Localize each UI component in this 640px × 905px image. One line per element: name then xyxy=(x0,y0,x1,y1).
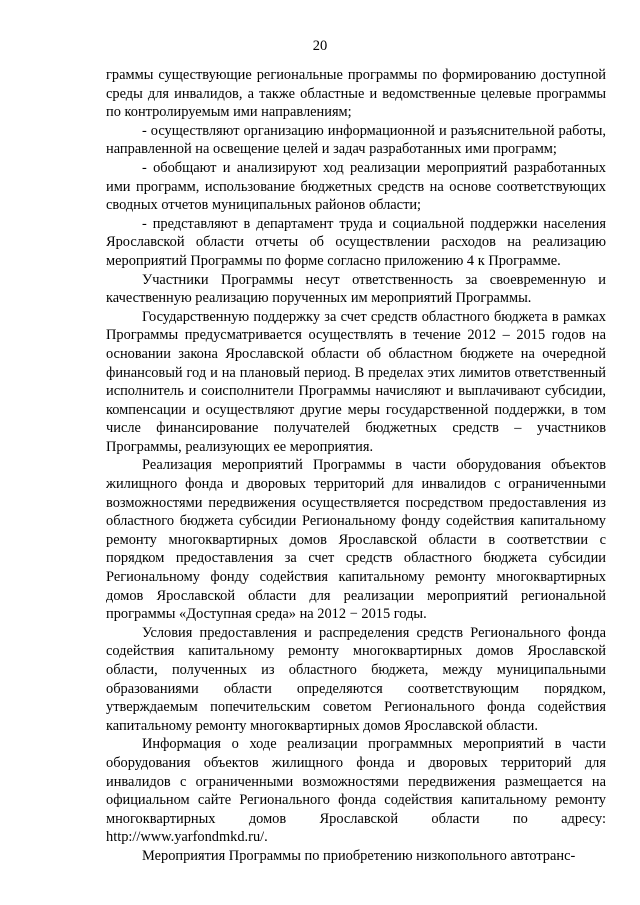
paragraph: Реализация мероприятий Программы в части оборудования объектов жилищного фонда и дворовых территорий для инвалидов с ограниченными возможностями передвижения осуществляется посредством предоставления из областного бюджета субсидии Региональному фонду содействия капитальному ремонту многоквартирных домов Ярославской области в соответствии с порядком предоставления за счет средств областного бюджета субсидии Региональному фонду содействия капитальному ремонту многоквартирных домов Ярославской области для реализации мероприятий региональной программы «Доступная среда» на 2012 − 2015 годы. xyxy=(106,457,606,623)
paragraph: Условия предоставления и распределения средств Регионального фонда содействия капитальному ремонту многоквартирных домов Ярославской области, полученных из областного бюджета, между муниципальными образованиями области определяются соответствующим порядком, утверждаемым попечительским советом Регионального фонда содействия капитальному ремонту многоквартирных домов Ярославской области. xyxy=(106,624,606,734)
paragraph: - обобщают и анализируют ход реализации мероприятий разработанных ими программ, использование бюджетных средств на основе соответствующих сводных отчетов муниципальных районов области; xyxy=(106,159,606,214)
paragraph: Мероприятия Программы по приобретению низкопольного автотранс- xyxy=(142,847,576,864)
document-body xyxy=(106,66,606,866)
paragraph: Информация о ходе реализации программных мероприятий в части оборудования объектов жилищного фонда и дворовых территорий для инвалидов с ограниченными возможностями передвижения размещается на официальном сайте Регионального фонда содействия капитальному ремонту многоквартирных домов Ярославской области по адресу: http://www.yarfondmkd.ru/. xyxy=(106,736,606,846)
page-number: 20 xyxy=(312,38,328,54)
paragraph: - осуществляют организацию информационной и разъяснительной работы, направленной на освещение целей и задач разработанных ими программ; xyxy=(106,122,606,158)
paragraph: граммы существующие региональные программы по формированию доступной среды для инвалидов, а также областные и ведомственные целевые программы по контролируемым ими направлениям; xyxy=(106,67,606,121)
paragraph: Участники Программы несут ответственность за своевременную и качественную реализацию порученных им мероприятий Программы. xyxy=(106,271,606,307)
paragraph: Государственную поддержку за счет средств областного бюджета в рамках Программы предусматривается осуществлять в течение 2012 – 2015 годов на основании закона Ярославской области об областном бюджете на очередной финансовый год и на плановый период. В пределах этих лимитов ответственный исполнитель и соисполнители Программы начисляют и выплачивают субсидии, компенсации и осуществляют другие меры государственной поддержки, в том числе финансирование получателей бюджетных средств – участников Программы, реализующих ее мероприятия. xyxy=(106,308,606,455)
paragraph: - представляют в департамент труда и социальной поддержки населения Ярославской области отчеты об осуществлении расходов на реализацию мероприятий Программы по форме согласно приложению 4 к Программе. xyxy=(106,215,606,269)
